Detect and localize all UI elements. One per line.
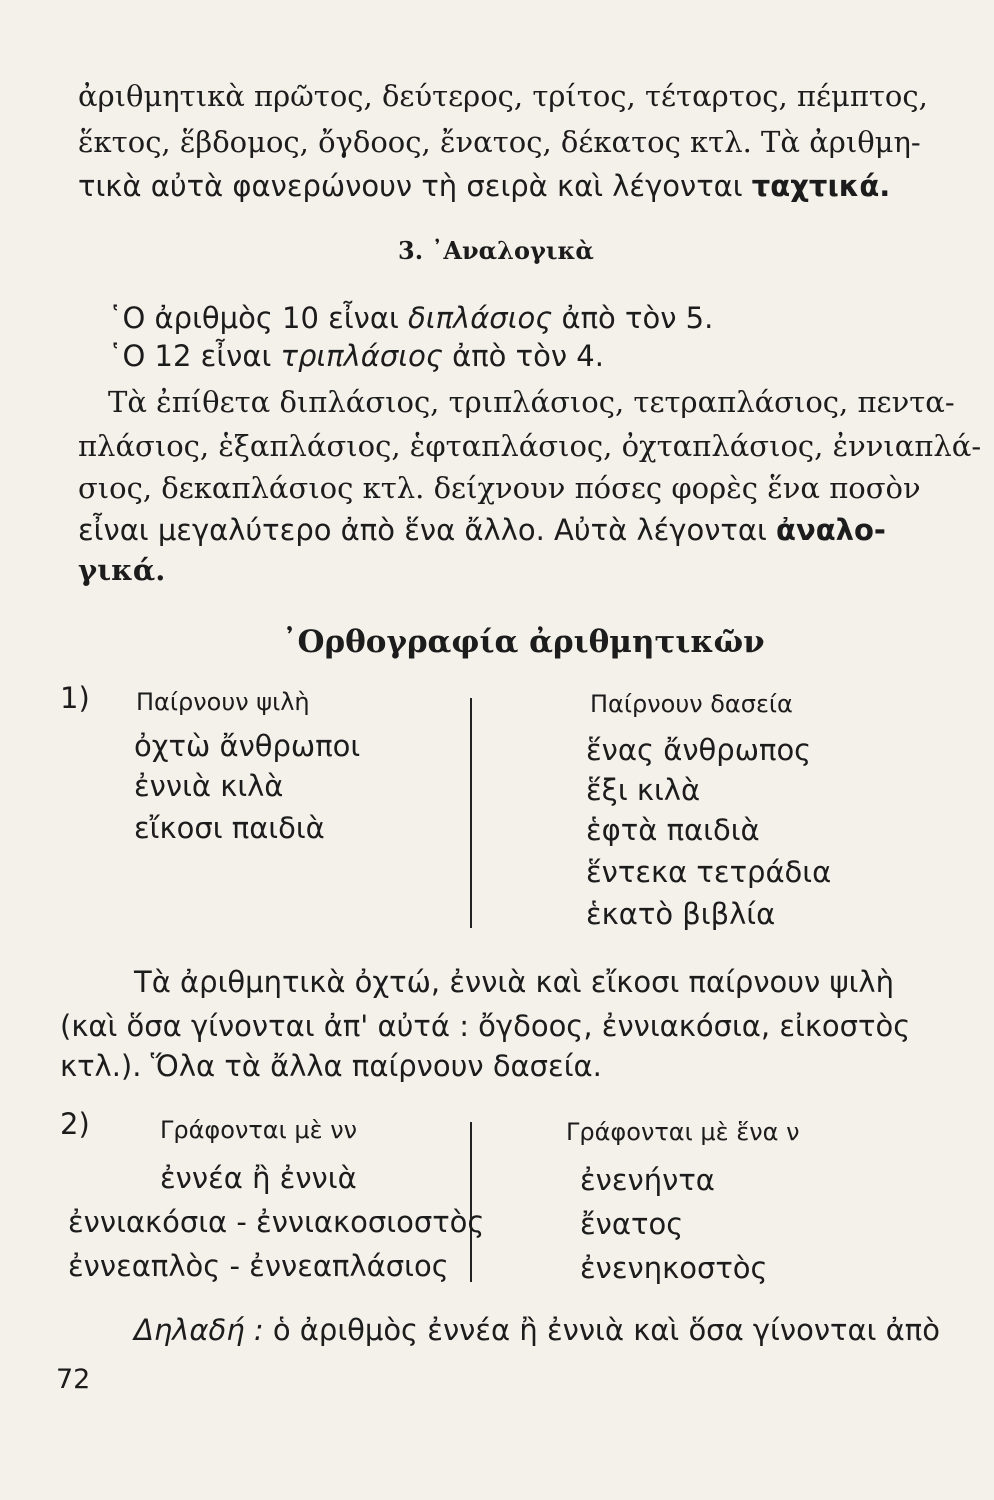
text-run: τικὰ αὐτὰ φανερώνουν τὴ σειρὰ καὶ λέγονται — [78, 169, 752, 203]
para-line — [134, 1312, 940, 1348]
example-line — [108, 300, 713, 336]
column-heading-double-nu: Γράφονται μὲ νν — [160, 1116, 358, 1144]
example-dasia: ἕνας ἄνθρωπος — [586, 733, 812, 767]
example-single-nu: ἐνενήντα — [580, 1163, 715, 1197]
text-run: τριπλάσιος — [280, 339, 443, 373]
text-run: διπλάσιος — [408, 301, 553, 335]
column-divider — [470, 1122, 472, 1282]
column-heading-single-nu: Γράφονται μὲ ἕνα ν — [566, 1118, 800, 1146]
example-dasia: ἑκατὸ βιβλία — [586, 897, 776, 931]
text-run: ἀπὸ τὸν 5. — [552, 301, 714, 335]
para-line — [78, 512, 886, 548]
column-heading-dasia: Παίρνουν δασεία — [590, 690, 793, 718]
para-line: πλάσιος, ἑξαπλάσιος, ἑφταπλάσιος, ὀχταπλάσιος, ἐννιαπλά- — [78, 429, 982, 463]
para-line: σιος, δεκαπλάσιος κτλ. δείχνουν πόσες φορὲς ἕνα ποσὸν — [78, 471, 921, 505]
column-divider — [470, 698, 472, 928]
example-single-nu: ἐνενηκοστὸς — [580, 1251, 768, 1285]
text-run: εἶναι μεγαλύτερο ἀπὸ ἕνα ἄλλο. Αὐτὰ λέγονται — [78, 513, 777, 547]
text-run: ῾Ο ἀριθμὸς 10 εἶναι — [108, 301, 409, 335]
para-line: Τὰ ἀριθμητικὰ ὀχτώ, ἐννιὰ καὶ εἴκοσι παίρνουν ψιλὴ — [134, 965, 894, 999]
rule-number: 1) — [60, 681, 90, 715]
para-line: ἀριθμητικὰ πρῶτος, δεύτερος, τρίτος, τέταρτος, πέμπτος, — [78, 79, 928, 113]
text-run: ἀπὸ τὸν 4. — [442, 339, 604, 373]
rule-number: 2) — [60, 1107, 90, 1141]
example-line — [108, 338, 604, 374]
para-line — [78, 168, 890, 204]
example-psili: εἴκοσι παιδιὰ — [134, 811, 325, 845]
para-line: ἕκτος, ἕβδομος, ὄγδοος, ἔνατος, δέκατος κτλ. Τὰ ἀριθμη- — [78, 125, 921, 159]
page-number: 72 — [56, 1364, 91, 1395]
example-single-nu: ἔνατος — [580, 1207, 684, 1241]
para-line: (καὶ ὅσα γίνονται ἀπ' αὐτά : ὄγδοος, ἐννιακόσια, εἰκοστὸς — [60, 1009, 911, 1043]
text-run: Δηλαδή : — [134, 1313, 264, 1347]
text-run: ὁ ἀριθμὸς ἐννέα ἢ ἐννιὰ καὶ ὅσα γίνονται ἀπὸ — [263, 1313, 940, 1347]
example-double-nu: ἐννέα ἢ ἐννιὰ — [160, 1161, 357, 1195]
example-dasia: ἕξι κιλὰ — [586, 773, 701, 807]
term-analogika: ἀναλο- — [776, 513, 886, 547]
para-line: γικά. — [78, 553, 166, 587]
column-heading-psili: Παίρνουν ψιλὴ — [136, 688, 310, 716]
section-heading: 3. ᾿Αναλογικὰ — [398, 236, 594, 265]
example-double-nu: ἐννεαπλὸς - ἐννεαπλάσιος — [68, 1249, 449, 1283]
term-taktika: ταχτικά. — [751, 169, 891, 203]
para-line: κτλ.). Ὅλα τὰ ἄλλα παίρνουν δασεία. — [60, 1049, 602, 1083]
example-dasia: ἑφτὰ παιδιὰ — [586, 813, 760, 847]
text-run: ῾Ο 12 εἶναι — [108, 339, 281, 373]
example-psili: ὀχτὼ ἄνθρωποι — [134, 729, 361, 763]
para-line: Τὰ ἐπίθετα διπλάσιος, τριπλάσιος, τετραπλάσιος, πεντα- — [108, 385, 955, 419]
example-dasia: ἕντεκα τετράδια — [586, 855, 832, 889]
example-double-nu: ἐννιακόσια - ἐννιακοσιοστὸς — [68, 1205, 485, 1239]
orthography-heading: ᾿Ορθογραφία ἀριθμητικῶν — [282, 624, 765, 660]
example-psili: ἐννιὰ κιλὰ — [134, 769, 284, 803]
